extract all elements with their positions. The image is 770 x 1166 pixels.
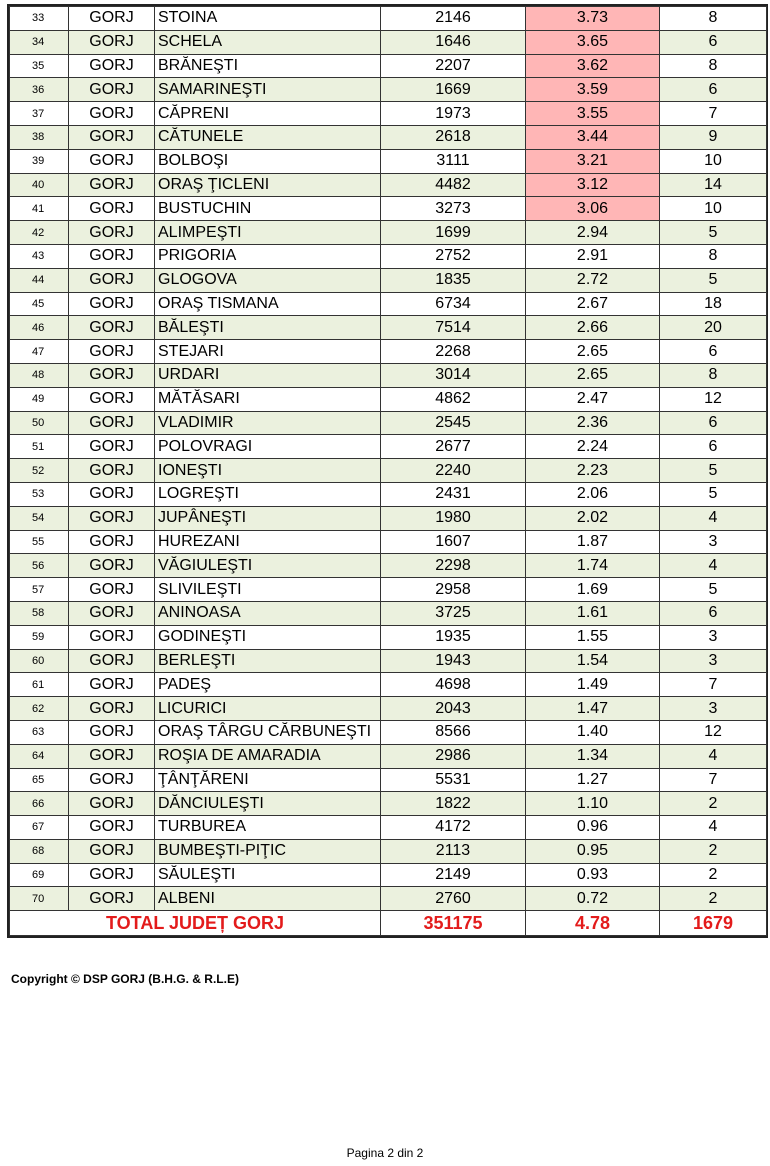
row-populatie: 2146 — [381, 7, 526, 31]
row-number: 62 — [10, 697, 69, 721]
row-judet: GORJ — [69, 316, 155, 340]
row-rata: 1.69 — [526, 578, 660, 602]
row-populatie: 6734 — [381, 292, 526, 316]
row-number: 57 — [10, 578, 69, 602]
row-rata: 3.12 — [526, 173, 660, 197]
row-populatie: 1980 — [381, 506, 526, 530]
row-judet: GORJ — [69, 673, 155, 697]
row-judet: GORJ — [69, 697, 155, 721]
row-number: 50 — [10, 411, 69, 435]
row-rata: 0.96 — [526, 816, 660, 840]
row-judet: GORJ — [69, 268, 155, 292]
row-number: 61 — [10, 673, 69, 697]
row-rata: 1.87 — [526, 530, 660, 554]
row-number: 65 — [10, 768, 69, 792]
row-populatie: 1669 — [381, 78, 526, 102]
row-localitate: URDARI — [155, 363, 381, 387]
row-number: 33 — [10, 7, 69, 31]
row-judet: GORJ — [69, 387, 155, 411]
row-populatie: 2545 — [381, 411, 526, 435]
row-localitate: BRĂNEŞTI — [155, 54, 381, 78]
row-rata: 2.06 — [526, 482, 660, 506]
table-row — [10, 7, 767, 31]
row-localitate: ALBENI — [155, 887, 381, 911]
row-populatie: 8566 — [381, 720, 526, 744]
row-cazuri: 7 — [660, 768, 767, 792]
row-localitate: POLOVRAGI — [155, 435, 381, 459]
row-localitate: BĂLEŞTI — [155, 316, 381, 340]
row-number: 36 — [10, 78, 69, 102]
row-cazuri: 7 — [660, 673, 767, 697]
table-row — [10, 744, 767, 768]
row-localitate: ANINOASA — [155, 601, 381, 625]
row-populatie: 2149 — [381, 863, 526, 887]
row-judet: GORJ — [69, 173, 155, 197]
row-number: 49 — [10, 387, 69, 411]
table-row — [10, 221, 767, 245]
table-row — [10, 601, 767, 625]
row-cazuri: 18 — [660, 292, 767, 316]
row-cazuri: 5 — [660, 268, 767, 292]
row-populatie: 2986 — [381, 744, 526, 768]
row-number: 45 — [10, 292, 69, 316]
row-number: 48 — [10, 363, 69, 387]
row-cazuri: 5 — [660, 578, 767, 602]
table-row — [10, 506, 767, 530]
row-rata: 3.59 — [526, 78, 660, 102]
row-localitate: VĂGIULEŞTI — [155, 554, 381, 578]
table-row — [10, 292, 767, 316]
row-cazuri: 2 — [660, 792, 767, 816]
row-number: 38 — [10, 125, 69, 149]
row-rata: 2.67 — [526, 292, 660, 316]
row-populatie: 7514 — [381, 316, 526, 340]
row-rata: 1.61 — [526, 601, 660, 625]
row-localitate: ORAŞ TISMANA — [155, 292, 381, 316]
row-localitate: ŢÂNŢĂRENI — [155, 768, 381, 792]
row-cazuri: 8 — [660, 54, 767, 78]
row-number: 64 — [10, 744, 69, 768]
row-judet: GORJ — [69, 363, 155, 387]
row-populatie: 2240 — [381, 459, 526, 483]
row-populatie: 2760 — [381, 887, 526, 911]
row-rata: 0.72 — [526, 887, 660, 911]
row-populatie: 3111 — [381, 149, 526, 173]
table-row — [10, 673, 767, 697]
row-localitate: GODINEŞTI — [155, 625, 381, 649]
table-row — [10, 649, 767, 673]
row-judet: GORJ — [69, 625, 155, 649]
row-rata: 1.49 — [526, 673, 660, 697]
row-localitate: ALIMPEŞTI — [155, 221, 381, 245]
row-populatie: 1646 — [381, 30, 526, 54]
row-cazuri: 12 — [660, 720, 767, 744]
row-number: 40 — [10, 173, 69, 197]
row-cazuri: 5 — [660, 221, 767, 245]
row-cazuri: 4 — [660, 506, 767, 530]
row-number: 63 — [10, 720, 69, 744]
row-judet: GORJ — [69, 839, 155, 863]
row-judet: GORJ — [69, 54, 155, 78]
row-cazuri: 5 — [660, 482, 767, 506]
row-localitate: CĂTUNELE — [155, 125, 381, 149]
row-populatie: 2618 — [381, 125, 526, 149]
row-judet: GORJ — [69, 125, 155, 149]
row-cazuri: 8 — [660, 244, 767, 268]
total-rata: 4.78 — [526, 911, 660, 936]
row-localitate: SCHELA — [155, 30, 381, 54]
row-populatie: 5531 — [381, 768, 526, 792]
row-cazuri: 6 — [660, 435, 767, 459]
row-populatie: 2298 — [381, 554, 526, 578]
row-rata: 3.73 — [526, 7, 660, 31]
table-row — [10, 839, 767, 863]
row-judet: GORJ — [69, 482, 155, 506]
row-localitate: ORAŞ ŢICLENI — [155, 173, 381, 197]
row-localitate: SAMARINEŞTI — [155, 78, 381, 102]
row-rata: 3.55 — [526, 102, 660, 126]
row-judet: GORJ — [69, 530, 155, 554]
row-cazuri: 6 — [660, 411, 767, 435]
row-populatie: 1835 — [381, 268, 526, 292]
table-row — [10, 340, 767, 364]
table-row — [10, 411, 767, 435]
row-populatie: 3273 — [381, 197, 526, 221]
row-populatie: 2207 — [381, 54, 526, 78]
row-rata: 2.02 — [526, 506, 660, 530]
row-number: 39 — [10, 149, 69, 173]
row-rata: 2.47 — [526, 387, 660, 411]
row-localitate: BUSTUCHIN — [155, 197, 381, 221]
row-cazuri: 3 — [660, 530, 767, 554]
row-populatie: 1973 — [381, 102, 526, 126]
row-number: 41 — [10, 197, 69, 221]
row-number: 56 — [10, 554, 69, 578]
row-number: 55 — [10, 530, 69, 554]
table-row — [10, 530, 767, 554]
row-populatie: 3725 — [381, 601, 526, 625]
row-localitate: BERLEŞTI — [155, 649, 381, 673]
row-populatie: 4862 — [381, 387, 526, 411]
row-populatie: 2677 — [381, 435, 526, 459]
row-cazuri: 4 — [660, 816, 767, 840]
table-row — [10, 625, 767, 649]
table-row — [10, 720, 767, 744]
copyright-text: Copyright © DSP GORJ (B.H.G. & R.L.E) — [11, 972, 239, 986]
row-populatie: 4482 — [381, 173, 526, 197]
row-judet: GORJ — [69, 506, 155, 530]
row-rata: 3.65 — [526, 30, 660, 54]
table-body — [10, 7, 767, 911]
row-rata: 2.65 — [526, 340, 660, 364]
row-localitate: HUREZANI — [155, 530, 381, 554]
row-judet: GORJ — [69, 244, 155, 268]
total-row — [10, 911, 767, 936]
row-localitate: PRIGORIA — [155, 244, 381, 268]
row-localitate: TURBUREA — [155, 816, 381, 840]
row-number: 51 — [10, 435, 69, 459]
table-row — [10, 173, 767, 197]
table-row — [10, 54, 767, 78]
row-cazuri: 6 — [660, 340, 767, 364]
row-judet: GORJ — [69, 30, 155, 54]
row-judet: GORJ — [69, 554, 155, 578]
row-cazuri: 3 — [660, 697, 767, 721]
row-judet: GORJ — [69, 863, 155, 887]
row-rata: 1.55 — [526, 625, 660, 649]
row-number: 60 — [10, 649, 69, 673]
row-cazuri: 3 — [660, 649, 767, 673]
row-populatie: 1607 — [381, 530, 526, 554]
row-judet: GORJ — [69, 7, 155, 31]
row-judet: GORJ — [69, 720, 155, 744]
table-row — [10, 482, 767, 506]
row-cazuri: 10 — [660, 149, 767, 173]
row-populatie: 1935 — [381, 625, 526, 649]
row-judet: GORJ — [69, 744, 155, 768]
row-rata: 3.21 — [526, 149, 660, 173]
row-rata: 3.44 — [526, 125, 660, 149]
row-cazuri: 10 — [660, 197, 767, 221]
row-localitate: LOGREŞTI — [155, 482, 381, 506]
table-row — [10, 244, 767, 268]
row-localitate: MĂTĂSARI — [155, 387, 381, 411]
row-judet: GORJ — [69, 649, 155, 673]
row-localitate: VLADIMIR — [155, 411, 381, 435]
table-row — [10, 887, 767, 911]
row-cazuri: 6 — [660, 601, 767, 625]
row-rata: 2.65 — [526, 363, 660, 387]
row-localitate: DĂNCIULEŞTI — [155, 792, 381, 816]
row-judet: GORJ — [69, 197, 155, 221]
row-rata: 1.40 — [526, 720, 660, 744]
row-judet: GORJ — [69, 601, 155, 625]
row-judet: GORJ — [69, 578, 155, 602]
table-row — [10, 435, 767, 459]
row-rata: 1.54 — [526, 649, 660, 673]
row-localitate: ROŞIA DE AMARADIA — [155, 744, 381, 768]
row-localitate: PADEŞ — [155, 673, 381, 697]
table-row — [10, 30, 767, 54]
row-localitate: GLOGOVA — [155, 268, 381, 292]
total-cazuri: 1679 — [660, 911, 767, 936]
row-judet: GORJ — [69, 411, 155, 435]
row-cazuri: 8 — [660, 363, 767, 387]
table-row — [10, 816, 767, 840]
table-row — [10, 697, 767, 721]
row-number: 42 — [10, 221, 69, 245]
row-rata: 3.62 — [526, 54, 660, 78]
table-row — [10, 125, 767, 149]
row-judet: GORJ — [69, 816, 155, 840]
row-cazuri: 8 — [660, 7, 767, 31]
table-row — [10, 792, 767, 816]
table-row — [10, 78, 767, 102]
row-number: 54 — [10, 506, 69, 530]
table-row — [10, 863, 767, 887]
row-number: 58 — [10, 601, 69, 625]
total-label: TOTAL JUDEȚ GORJ — [10, 911, 381, 936]
row-judet: GORJ — [69, 292, 155, 316]
table-row — [10, 268, 767, 292]
row-populatie: 1943 — [381, 649, 526, 673]
row-number: 68 — [10, 839, 69, 863]
row-cazuri: 6 — [660, 78, 767, 102]
row-cazuri: 20 — [660, 316, 767, 340]
row-localitate: JUPÂNEŞTI — [155, 506, 381, 530]
row-rata: 2.36 — [526, 411, 660, 435]
row-number: 35 — [10, 54, 69, 78]
row-judet: GORJ — [69, 887, 155, 911]
row-number: 44 — [10, 268, 69, 292]
table-row — [10, 316, 767, 340]
row-populatie: 4698 — [381, 673, 526, 697]
row-number: 69 — [10, 863, 69, 887]
row-localitate: SLIVILEŞTI — [155, 578, 381, 602]
row-number: 46 — [10, 316, 69, 340]
row-cazuri: 6 — [660, 30, 767, 54]
row-number: 43 — [10, 244, 69, 268]
row-localitate: STOINA — [155, 7, 381, 31]
row-judet: GORJ — [69, 435, 155, 459]
table-row — [10, 554, 767, 578]
row-localitate: ORAŞ TÂRGU CĂRBUNEŞTI — [155, 720, 381, 744]
row-judet: GORJ — [69, 768, 155, 792]
table-row — [10, 363, 767, 387]
row-localitate: BOLBOŞI — [155, 149, 381, 173]
row-populatie: 1822 — [381, 792, 526, 816]
row-number: 53 — [10, 482, 69, 506]
row-cazuri: 5 — [660, 459, 767, 483]
row-rata: 2.24 — [526, 435, 660, 459]
row-rata: 1.34 — [526, 744, 660, 768]
row-cazuri: 3 — [660, 625, 767, 649]
row-judet: GORJ — [69, 149, 155, 173]
table-row — [10, 197, 767, 221]
total-populatie: 351175 — [381, 911, 526, 936]
row-localitate: STEJARI — [155, 340, 381, 364]
row-judet: GORJ — [69, 102, 155, 126]
row-populatie: 2431 — [381, 482, 526, 506]
row-cazuri: 7 — [660, 102, 767, 126]
row-populatie: 2752 — [381, 244, 526, 268]
row-rata: 3.06 — [526, 197, 660, 221]
row-rata: 2.91 — [526, 244, 660, 268]
row-cazuri: 12 — [660, 387, 767, 411]
row-judet: GORJ — [69, 792, 155, 816]
table-row — [10, 102, 767, 126]
row-rata: 1.10 — [526, 792, 660, 816]
row-rata: 2.23 — [526, 459, 660, 483]
row-populatie: 4172 — [381, 816, 526, 840]
row-judet: GORJ — [69, 221, 155, 245]
row-number: 67 — [10, 816, 69, 840]
row-rata: 1.27 — [526, 768, 660, 792]
row-localitate: CĂPRENI — [155, 102, 381, 126]
table-row — [10, 149, 767, 173]
row-rata: 1.47 — [526, 697, 660, 721]
row-rata: 0.93 — [526, 863, 660, 887]
row-rata: 2.66 — [526, 316, 660, 340]
row-cazuri: 9 — [660, 125, 767, 149]
row-rata: 2.94 — [526, 221, 660, 245]
row-rata: 1.74 — [526, 554, 660, 578]
row-populatie: 3014 — [381, 363, 526, 387]
table-row — [10, 578, 767, 602]
table-row — [10, 459, 767, 483]
row-populatie: 2113 — [381, 839, 526, 863]
row-judet: GORJ — [69, 340, 155, 364]
row-cazuri: 14 — [660, 173, 767, 197]
row-number: 59 — [10, 625, 69, 649]
row-cazuri: 4 — [660, 744, 767, 768]
row-populatie: 2958 — [381, 578, 526, 602]
data-table — [7, 4, 768, 938]
row-cazuri: 2 — [660, 863, 767, 887]
row-number: 70 — [10, 887, 69, 911]
page-number: Pagina 2 din 2 — [346, 1146, 424, 1160]
row-populatie: 1699 — [381, 221, 526, 245]
row-number: 52 — [10, 459, 69, 483]
row-cazuri: 2 — [660, 839, 767, 863]
row-localitate: LICURICI — [155, 697, 381, 721]
row-number: 37 — [10, 102, 69, 126]
row-localitate: SĂULEŞTI — [155, 863, 381, 887]
row-localitate: IONEŞTI — [155, 459, 381, 483]
row-cazuri: 2 — [660, 887, 767, 911]
row-number: 34 — [10, 30, 69, 54]
row-judet: GORJ — [69, 459, 155, 483]
table-row — [10, 387, 767, 411]
row-localitate: BUMBEŞTI-PIŢIC — [155, 839, 381, 863]
row-rata: 2.72 — [526, 268, 660, 292]
row-populatie: 2268 — [381, 340, 526, 364]
row-populatie: 2043 — [381, 697, 526, 721]
row-number: 47 — [10, 340, 69, 364]
row-judet: GORJ — [69, 78, 155, 102]
row-number: 66 — [10, 792, 69, 816]
table-row — [10, 768, 767, 792]
row-cazuri: 4 — [660, 554, 767, 578]
row-rata: 0.95 — [526, 839, 660, 863]
